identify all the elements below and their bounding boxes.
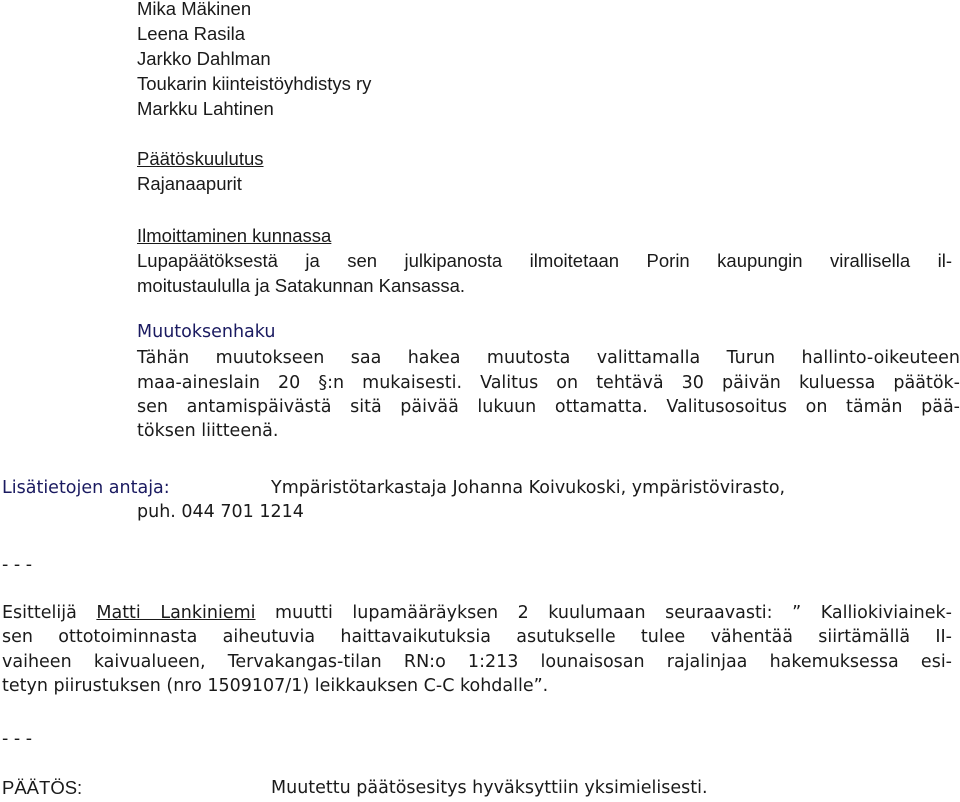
appeal-paragraph: [137, 346, 960, 443]
announcement-heading: Päätöskuulutus: [137, 148, 264, 169]
appeal-heading: Muutoksenhaku: [137, 322, 276, 342]
appeal-line: Tähän muutokseen saa hakea muutosta valittamalla Turun hallinto-oikeuteen: [137, 348, 960, 368]
decision-value: Muutettu päätösesitys hyväksyttiin yksimielisesti.: [271, 778, 708, 798]
appeal-line: maa-aineslain 20 §:n mukaisesti. Valitus on tehtävä 30 päivän kuluessa päätök-: [137, 373, 960, 393]
presenter-line: sen ottotoiminnasta aiheutuvia haittavaikutuksia asutukselle tulee vähentää siirtämällä II-: [2, 627, 952, 647]
recipient-name: Toukarin kiinteistöyhdistys ry: [137, 73, 372, 94]
contact-label: Lisätietojen antaja:: [2, 478, 170, 498]
presenter-name: Matti Lankiniemi: [96, 603, 256, 623]
notification-line: Lupapäätöksestä ja sen julkipanosta ilmoitetaan Porin kaupungin virallisella il-: [137, 250, 952, 271]
recipient-name: Markku Lahtinen: [137, 98, 274, 119]
announcement-subheading: Rajanaapurit: [137, 173, 242, 194]
recipient-name: Leena Rasila: [137, 23, 245, 44]
separator: - - -: [2, 729, 33, 749]
appeal-line: töksen liitteenä.: [137, 421, 279, 441]
recipient-name: Jarkko Dahlman: [137, 48, 271, 69]
contact-phone: puh. 044 701 1214: [137, 502, 304, 522]
presenter-line: tetyn piirustuksen (nro 1509107/1) leikkauksen C-C kohdalle”.: [2, 676, 549, 696]
recipient-name: Mika Mäkinen: [137, 0, 252, 19]
contact-value: Ympäristötarkastaja Johanna Koivukoski, ympäristövirasto,: [271, 478, 786, 498]
presenter-prefix: Esittelijä: [2, 603, 97, 623]
notification-heading: Ilmoittaminen kunnassa: [137, 225, 332, 246]
presenter-rest: muutti lupamääräyksen 2 kuulumaan seuraavasti: ” Kalliokiviainek-: [255, 603, 952, 623]
presenter-line-1: [2, 601, 952, 625]
notification-line: moitustaululla ja Satakunnan Kansassa.: [137, 275, 466, 296]
appeal-line: sen antamispäivästä sitä päivää lukuun ottamatta. Valitusosoitus on tämän pää-: [137, 397, 960, 417]
decision-label: PÄÄTÖS:: [2, 777, 83, 798]
presenter-line: vaiheen kaivualueen, Tervakangas-tilan RN:o 1:213 lounaisosan rajalinjaa hakemuksessa esi-: [2, 652, 952, 672]
notification-paragraph: [137, 249, 952, 298]
presenter-paragraph: [2, 601, 952, 698]
separator: - - -: [2, 555, 33, 575]
